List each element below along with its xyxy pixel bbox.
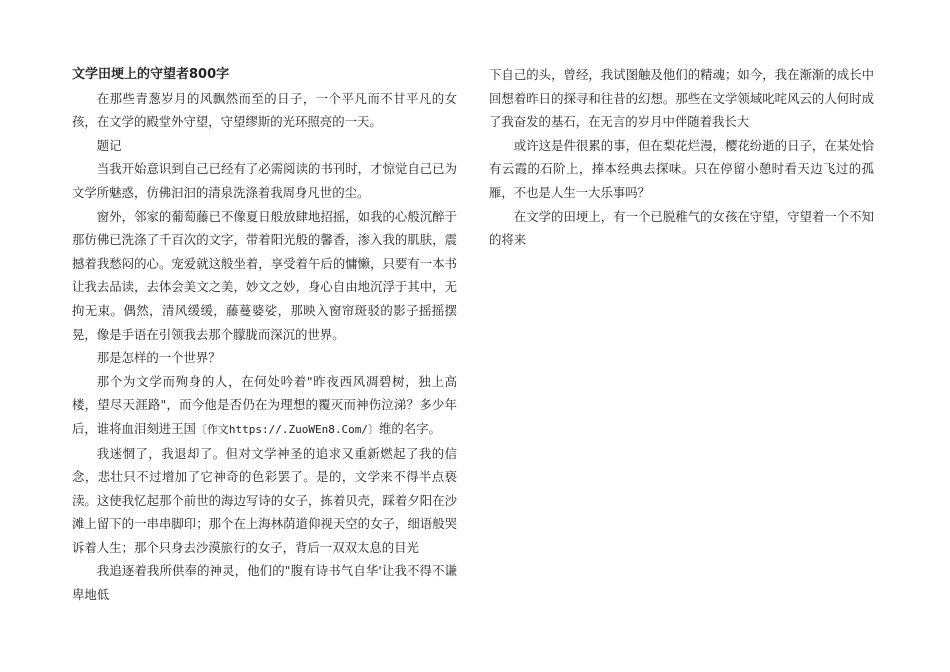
poet-text-end: 维的名字。 [378,420,441,436]
paragraph-pursuit: 我迷惘了，我退却了。但对文学神圣的追求又重新燃起了我的信念，悲壮只不过增加了它神奇的色彩罢了。是的，文学来不得半点亵渎。这使我忆起那个前世的海边写诗的女子，拣着贝壳，踩着夕阳在沙滩上留下的一串串脚印；那个在上海林荫道仰视天空的女子，细语般哭诉着人生；那个只身去沙漠旅行的女子，背后一双双太息的目光 [72,445,457,555]
paragraph-reading: 当我开始意识到自己已经有了必需阅读的书刊时，才惊觉自己已为文学所魅惑，仿佛汩汩的清泉洗涤着我周身凡世的尘。 [72,161,457,200]
paragraph-poet [72,370,457,442]
paragraph-window: 窗外，邻家的葡萄藤已不像夏日般放肆地招摇，如我的心般沉醉于那仿佛已洗涤了千百次的文字，带着阳光般的馨香，渗入我的肌肤，震撼着我愁闷的心。宠爱就这般坐着，享受着午后的慵懒，只要有一本书让我去品读，去体会美文之美，妙文之妙，身心自由地沉浮于其中，无拘无束。偶然，清风缓缓，藤蔓婆娑，那映入窗帘斑驳的影子摇摇摆晃，像是手语在引领我去那个朦胧而深沉的世界。 [72,208,457,342]
paragraph-epigraph-label: 题记 [96,137,122,153]
poet-text: 那个为文学而殉身的人，在何处吟着"昨夜西风凋碧树，独上高楼，望尽天涯路"，而今他是否仍在为理想的覆灭而神伤泣涕？多少年后，谁将血泪刻进王国 [72,373,457,436]
paragraph-joy: 或许这是件很累的事，但在梨花烂漫，樱花纷逝的日子，在某处恰有云霞的石阶上，捧本经典去探味。只在停留小憩时看天边飞过的孤雁，不也是人生一大乐事吗？ [489,137,874,200]
right-column [489,63,874,252]
paragraph-worship: 我追逐着我所供奉的神灵，他们的"腹有诗书气自华'让我不得不谦卑地低 [72,563,457,603]
left-column [72,63,457,607]
paragraph-closing: 在文学的田埂上，有一个已脱稚气的女孩在守望，守望着一个不知的将来 [489,208,874,248]
article-title: 文学田埂上的守望者800字 [72,67,230,82]
source-link[interactable]: 〔作文https://.ZuoWEn8.Com/〕 [195,422,379,436]
paragraph-question: 那是怎样的一个世界？ [96,350,221,366]
paragraph-worship-continued: 下自己的头，曾经，我试图触及他们的精魂；如今，我在渐渐的成长中回想着昨日的探寻和往昔的幻想。那些在文学领域叱咤风云的人何时成了我奋发的基石，在无言的岁月中伴随着我长大 [489,67,874,130]
paragraph-intro: 在那些青葱岁月的风飘然而至的日子，一个平凡而不甘平凡的女孩，在文学的殿堂外守望，守望缪斯的光环照亮的一天。 [72,90,457,130]
